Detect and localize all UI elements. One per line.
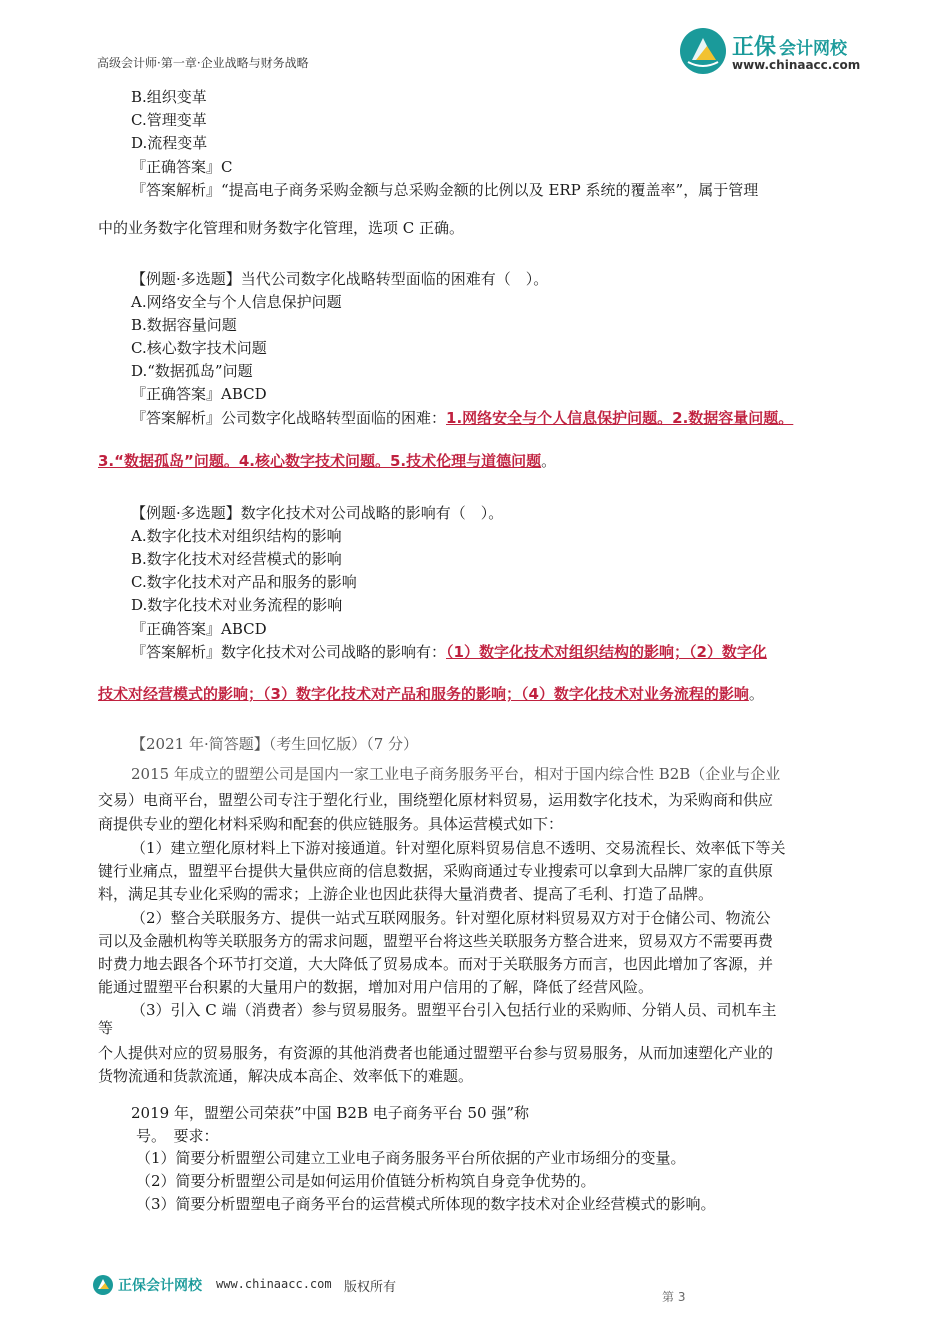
q1-option-b: B.组织变革 [131, 88, 207, 106]
footer-page-number-text: 第 3 [662, 1290, 686, 1304]
q1-option-d: D.流程变革 [131, 134, 208, 152]
case-title-text: 【2021 年·简答题】（考生回忆版）（7 分） [131, 735, 419, 753]
q2-analysis-line-2 [98, 451, 556, 471]
q3-option-d: D.数字化技术对业务流程的影响 [131, 596, 343, 614]
case-requirement-3: （3）简要分析盟塑电子商务平台的运营模式所体现的数字技术对企业经营模式的影响。 [136, 1195, 716, 1213]
case-intro [131, 763, 781, 783]
case-intro-text: 2015 年成立的盟塑公司是国内一家工业电子商务服务平台，相对于国内综合性 B2B（企业与企业 [131, 765, 781, 783]
q3-analysis-end: 。 [748, 685, 764, 703]
q3-option-a: A.数字化技术对组织结构的影响 [131, 527, 342, 545]
case-requirement-1: （1）简要分析盟塑公司建立工业电子商务服务平台所依据的产业市场细分的变量。 [136, 1149, 686, 1167]
q2-analysis-line-1 [131, 408, 793, 428]
footer-url: www.chinaacc.com [216, 1277, 332, 1291]
q3-stem: 【例题·多选题】数字化技术对公司战略的影响有（ ）。 [131, 504, 504, 522]
case-paragraph-12: 个人提供对应的贸易服务，有资源的其他消费者也能通过盟塑平台参与贸易服务，从而加速塑化产业的 [98, 1044, 774, 1062]
case-paragraph-4: 键行业痛点，盟塑平台提供大量供应商的信息数据，采购商通过专业搜索可以拿到大品牌厂家的直供原 [98, 862, 774, 880]
q2-analysis-highlight-2: 3.“数据孤岛”问题。4.核心数字技术问题。5.技术伦理与道德问题 [98, 452, 542, 470]
q3-analysis-highlight-2: 技术对经营模式的影响；（3）数字化技术对产品和服务的影响；（4）数字化技术对业务流程的影响 [98, 685, 749, 703]
case-paragraph-2: 商提供专业的塑化材料采购和配套的供应链服务。具体运营模式如下： [98, 815, 564, 833]
q1-option-c: C.管理变革 [131, 111, 207, 129]
q3-answer: 『正确答案』ABCD [131, 620, 267, 638]
case-award-line-2: 号。 要求： [136, 1127, 219, 1145]
footer-rights: 版权所有 [344, 1280, 397, 1295]
footer [92, 1272, 892, 1302]
q2-analysis-highlight-1: 1.网络安全与个人信息保护问题。2.数据容量问题。 [446, 409, 794, 427]
brand-logo-icon [678, 26, 728, 76]
q1-analysis-line-2: 中的业务数字化管理和财务数字化管理，选项 C 正确。 [98, 219, 465, 237]
brand-sub: 会计网校 [779, 39, 847, 59]
brand-name: 正保 [732, 35, 777, 60]
case-requirement-2: （2）简要分析盟塑公司是如何运用价值链分析构筑自身竞争优势的。 [136, 1172, 596, 1190]
case-title [131, 732, 419, 753]
q2-analysis-prefix: 『答案解析』公司数字化战略转型面临的困难： [131, 409, 447, 427]
brand-logo [678, 26, 888, 78]
case-paragraph-3: （1）建立塑化原材料上下游对接通道。针对塑化原料贸易信息不透明、交易流程长、效率低下等关 [131, 839, 786, 857]
q3-option-b: B.数字化技术对经营模式的影响 [131, 550, 342, 568]
q2-stem: 【例题·多选题】当代公司数字化战略转型面临的困难有（ ）。 [131, 270, 549, 288]
q3-analysis-line-2 [98, 684, 764, 704]
case-paragraph-13-text: 货物流通和货款流通，解决成本高企、效率低下的难题。 [98, 1067, 474, 1085]
q3-analysis-highlight-1: （1）数字化技术对组织结构的影响；（2）数字化 [446, 643, 767, 661]
case-paragraph-8: 时费力地去跟各个环节打交道，大大降低了贸易成本。而对于关联服务方而言，也因此增加了客源，并 [98, 955, 774, 973]
footer-page-number [662, 1288, 686, 1304]
case-paragraph-9: 能通过盟塑平台积累的大量用户的数据，增加对用户信用的了解，降低了经营风险。 [98, 978, 654, 996]
q2-option-c: C.核心数字技术问题 [131, 339, 267, 357]
q2-option-d: D.“数据孤岛”问题 [131, 362, 253, 380]
case-paragraph-5: 料，满足其专业化采购的需求；上游企业也因此获得大量消费者、提高了毛利、打造了品牌。 [98, 885, 714, 903]
q2-option-a: A.网络安全与个人信息保护问题 [131, 293, 342, 311]
q1-analysis-line-1: 『答案解析』“提高电子商务采购金额与总采购金额的比例以及 ERP 系统的覆盖率”，属于管理 [131, 181, 759, 199]
q2-analysis-end: 。 [541, 452, 557, 470]
footer-logo-icon [92, 1274, 114, 1296]
q3-analysis-line-1 [131, 642, 767, 662]
case-paragraph-1: 交易）电商平台，盟塑公司专注于塑化行业，围绕塑化原材料贸易，运用数字化技术，为采购商和供应 [98, 791, 774, 809]
q1-answer: 『正确答案』C [131, 158, 233, 176]
header-breadcrumb-text: 高级会计师·第一章·企业战略与财务战略 [97, 56, 309, 70]
header-breadcrumb [97, 54, 309, 70]
case-paragraph-6: （2）整合关联服务方、提供一站式互联网服务。针对塑化原材料贸易双方对于仓储公司、物流公 [131, 909, 771, 927]
q3-analysis-prefix: 『答案解析』数字化技术对公司战略的影响有： [131, 643, 447, 661]
case-paragraph-11: 等 [98, 1019, 114, 1037]
case-award-line-1: 2019 年，盟塑公司荣获”中国 B2B 电子商务平台 50 强”称 [131, 1104, 530, 1122]
case-paragraph-10: （3）引入 C 端（消费者）参与贸易服务。盟塑平台引入包括行业的采购师、分销人员、司机车主 [131, 1001, 777, 1019]
q2-option-b: B.数据容量问题 [131, 316, 237, 334]
q3-option-c: C.数字化技术对产品和服务的影响 [131, 573, 357, 591]
brand-url: www.chinaacc.com [732, 58, 861, 72]
q2-answer: 『正确答案』ABCD [131, 385, 267, 403]
case-paragraph-13 [98, 1066, 474, 1085]
footer-brand: 正保会计网校 [118, 1278, 202, 1294]
case-paragraph-7: 司以及金融机构等关联服务方的需求问题，盟塑平台将这些关联服务方整合进来，贸易双方不需要再费 [98, 932, 774, 950]
